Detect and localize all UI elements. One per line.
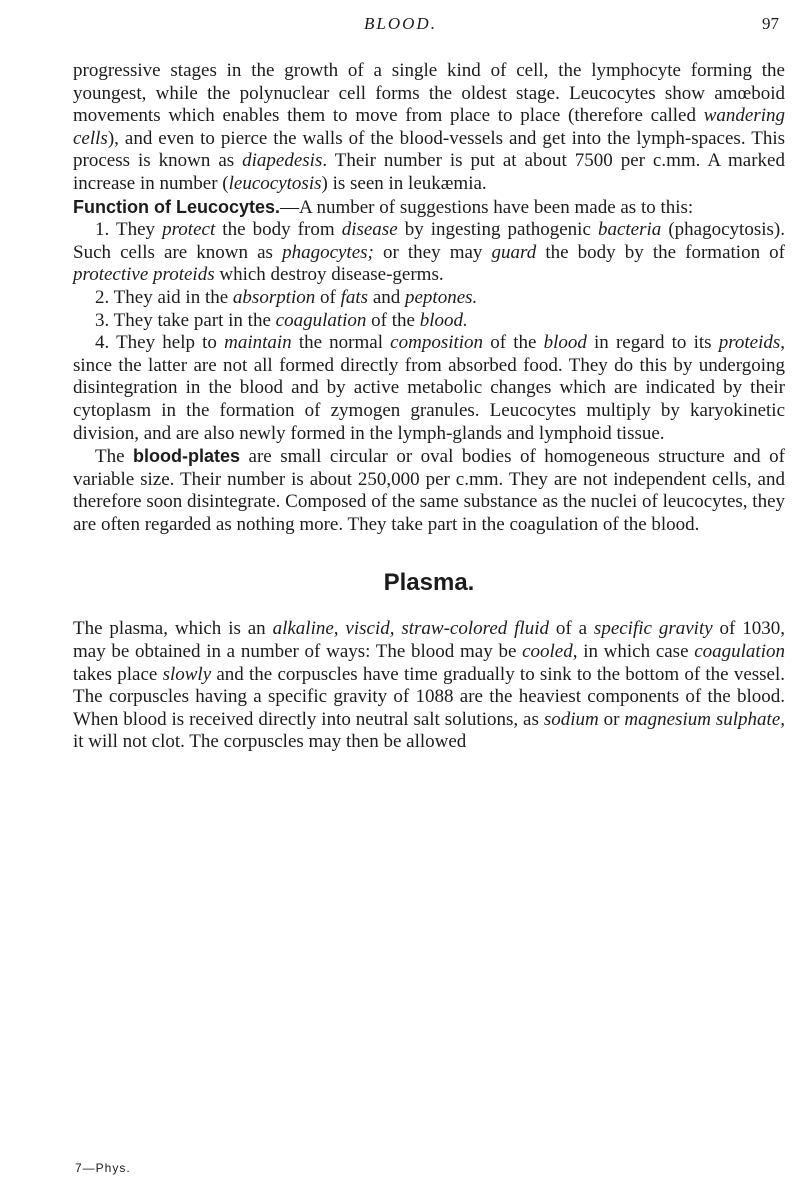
page-number: 97 [762,14,779,33]
list-item: 2. They aid in the absorption of fats and peptones. [95,286,478,308]
section-heading-plasma: Plasma. [383,569,475,597]
paragraph-function-leucocytes: Function of Leucocytes.—A number of suggestions have been made as to this: [73,196,694,218]
list-item: 4. They help to maintain the normal composition of the blood in regard to its proteids, since the latter are not all formed directly from absorbed food. They do this by undergoing disintegration in the blood and by active metabolic changes which are indicated by their cytoplasm in the formation of zymogen granules. Leucocytes multiply by karyokinetic division, and are also newly formed in the lymph-glands and lymphoid tissue. [73,332,786,444]
signature-mark: 7—Phys. [75,1161,131,1175]
term-blood-plates: blood-plates [133,446,241,467]
running-head [0,14,801,44]
body-text [73,60,785,754]
paragraph-plasma: The plasma, which is an alkaline, viscid, straw-colored fluid of a specific gravity of 1030, may be obtained in a number of ways: The blood may be cooled, in which case coagulation takes place slowly and the corpuscles have time gradually to sink to the bottom of the vessel. The corpuscles having a specific gravity of 1088 are the heaviest components of the blood. When blood is received directly into neutral salt solutions, as sodium or magnesium sulphate, it will not clot. The corpuscles may then be allowed [73,618,786,753]
paragraph-leucocyte-stages: progressive stages in the growth of a single kind of cell, the lymphocyte forming the youngest, while the polynuclear cell forms the oldest stage. Leucocytes show amœboid movements which enables them to move from place to place (therefore called wandering cells), and even to pierce the walls of the blood-vessels and get into the lymph-spaces. This process is known as diapedesis. Their number is put at about 7500 per c.mm. A marked increase in number (leucocytosis) is seen in leukæmia. [73,60,785,194]
run-in-heading: Function of Leucocytes. [73,196,281,217]
running-title: BLOOD. [364,14,437,33]
list-item: 1. They protect the body from disease by ingesting pathogenic bacteria (phagocytosis). Such cells are known as phagocytes; or they may guard the body by the formation of protective proteids which destroy disease-germs. [73,219,785,286]
paragraph-blood-plates: The blood-plates are small circular or oval bodies of homogeneous structure and of variable size. Their number is about 250,000 per c.mm. They are not independent cells, and therefore soon disintegrate. Composed of the same substance as the nuclei of leucocytes, they are often regarded as nothing more. They take part in the coagulation of the blood. [73,446,785,535]
list-item: 3. They take part in the coagulation of the blood. [95,309,468,331]
